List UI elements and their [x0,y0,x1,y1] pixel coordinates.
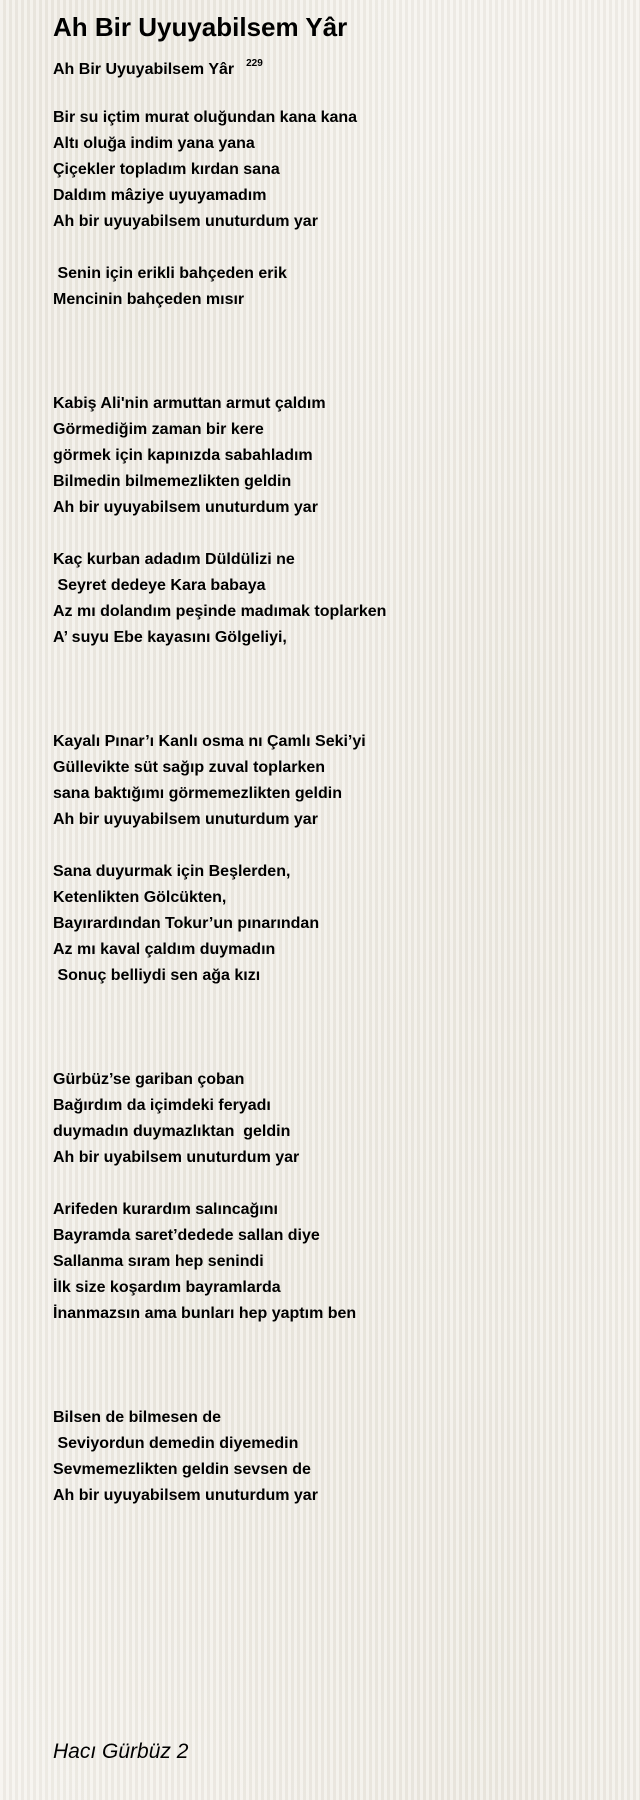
poem-body [53,105,386,1509]
stanza-4 [53,547,386,651]
poem-line: Sonuç belliydi sen ağa kızı [53,967,261,984]
poem-line: Seviyordun demedin diyemedin [53,1435,299,1452]
poem-line: Bilmedin bilmemezlikten geldin [53,473,292,490]
poem-line: İlk size koşardım bayramlarda [53,1279,281,1296]
poem-line: görmek için kapınızda sabahladım [53,447,313,464]
poem-line: Az mı kaval çaldım duymadın [53,941,276,958]
poem-line: Ah bir uyabilsem unuturdum yar [53,1149,300,1166]
poem-line: Altı oluğa indim yana yana [53,135,255,152]
poem-line: Kaç kurban adadım Düldülizi ne [53,551,295,568]
view-count: 229 [246,58,263,69]
poem-line: A’ suyu Ebe kayasını Gölgeliyi, [53,629,287,646]
stanza-8 [53,1197,386,1327]
poem-title: Ah Bir Uyuyabilsem Yâr [53,12,348,42]
stanza-gap [53,989,386,1067]
poem-line: Sevmemezlikten geldin sevsen de [53,1461,311,1478]
poem-author: Hacı Gürbüz 2 [53,1740,189,1763]
poem-line: Kabiş Ali'nin armuttan armut çaldım [53,395,326,412]
poem-line: Çiçekler topladım kırdan sana [53,161,280,178]
poem-line: Ah bir uyuyabilsem unuturdum yar [53,213,318,230]
poem-line: Ah bir uyuyabilsem unuturdum yar [53,1487,318,1504]
stanza-gap [53,521,386,547]
poem-line: Güllevikte süt sağıp zuval toplarken [53,759,326,776]
poem-line: Bayırardından Tokur’un pınarından [53,915,320,932]
poem-line: Kayalı Pınar’ı Kanlı osma nı Çamlı Seki’yi [53,733,366,750]
poem-line: Ah bir uyuyabilsem unuturdum yar [53,499,318,516]
poem-line: duymadın duymazlıktan geldin [53,1123,291,1140]
poem-subtitle: Ah Bir Uyuyabilsem Yâr [53,61,235,78]
poem-line: İnanmazsın ama bunları hep yaptım ben [53,1305,357,1322]
poem-line: Bir su içtim murat oluğundan kana kana [53,109,358,126]
poem-line: sana baktığımı görmemezlikten geldin [53,785,342,802]
poem-line: Ketenlikten Gölcükten, [53,889,227,906]
poem-line: Ah bir uyuyabilsem unuturdum yar [53,811,318,828]
stanza-gap [53,833,386,859]
poem-line: Bilsen de bilmesen de [53,1409,222,1426]
poem-line: Gürbüz’se gariban çoban [53,1071,245,1088]
stanza-1 [53,105,386,235]
poem-line: Senin için erikli bahçeden erik [53,265,287,282]
poem-line: Mencinin bahçeden mısır [53,291,245,308]
stanza-5 [53,729,386,833]
stanza-gap [53,651,386,729]
poem-line: Arifeden kurardım salıncağını [53,1201,278,1218]
stanza-3 [53,391,386,521]
stanza-2 [53,261,386,313]
poem-line: Az mı dolandım peşinde madımak toplarken [53,603,387,620]
stanza-9 [53,1405,386,1509]
stanza-gap [53,235,386,261]
poem-line: Bağırdım da içimdeki feryadı [53,1097,271,1114]
stanza-gap [53,1327,386,1405]
poem-line: Görmediğim zaman bir kere [53,421,264,438]
poem-line: Sallanma sıram hep senindi [53,1253,264,1270]
stanza-7 [53,1067,386,1171]
poem-line: Daldım mâziye uyuyamadım [53,187,267,204]
poem-line: Bayramda saret’dedede sallan diye [53,1227,320,1244]
poem-line: Seyret dedeye Kara babaya [53,577,266,594]
poem-line: Sana duyurmak için Beşlerden, [53,863,291,880]
stanza-6 [53,859,386,989]
stanza-gap [53,1171,386,1197]
poem-subtitle-row [53,53,263,81]
stanza-gap [53,313,386,391]
